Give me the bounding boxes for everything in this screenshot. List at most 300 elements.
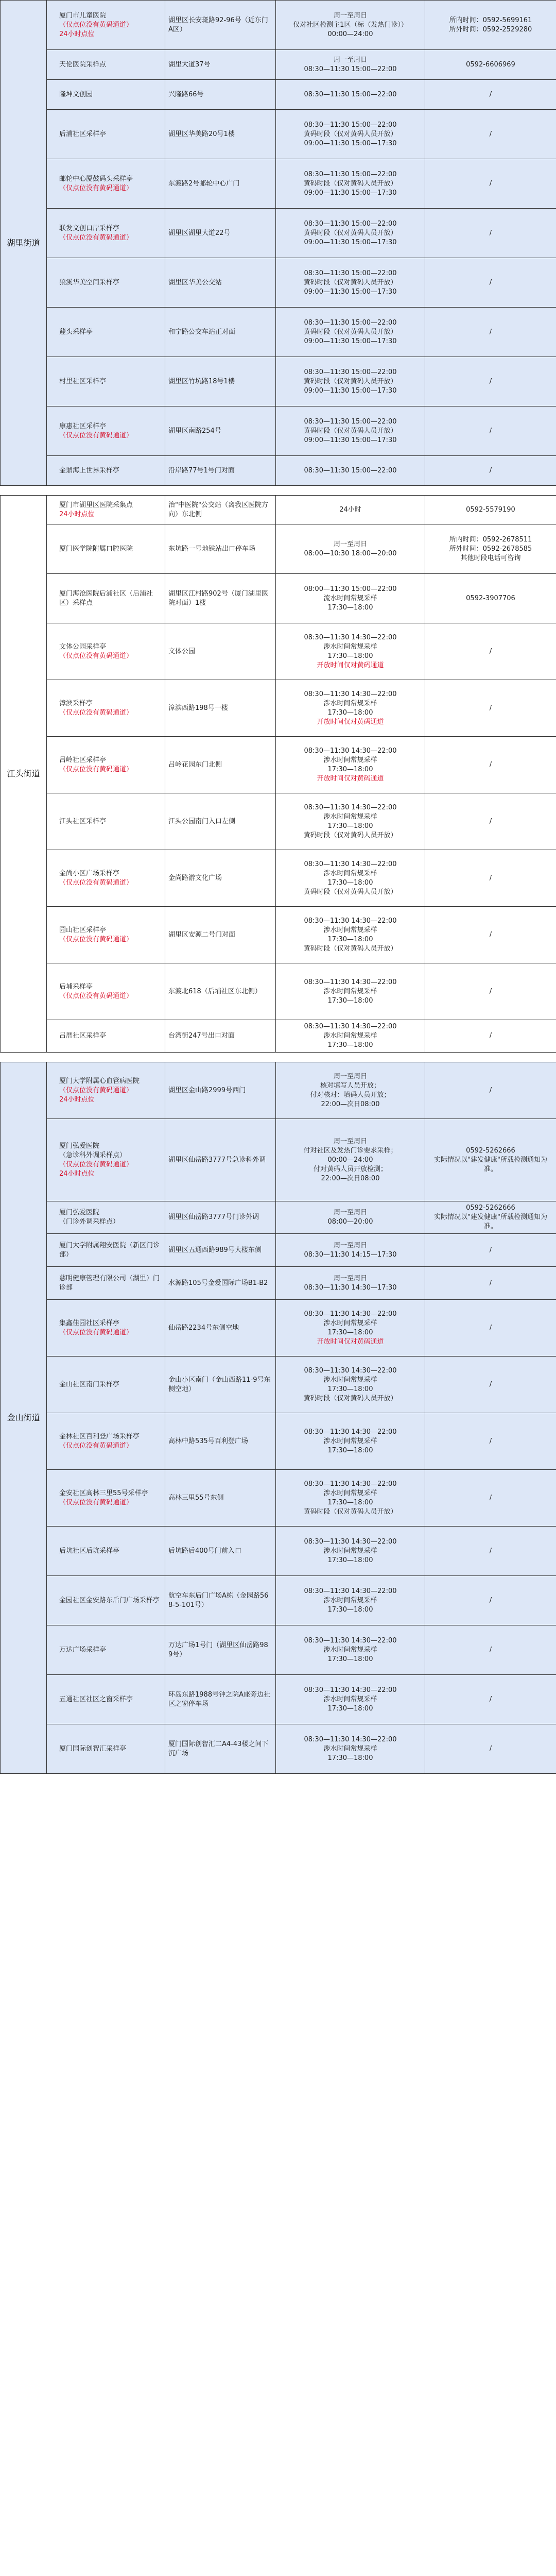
service-hours (276, 209, 425, 258)
contact-phone (425, 793, 556, 850)
contact-phone (425, 1062, 556, 1119)
service-hours (276, 1470, 425, 1527)
site-address: 高林三里55号东侧 (165, 1470, 276, 1527)
service-hours (276, 793, 425, 850)
site-address: 湖里区华美路20号1楼 (165, 110, 276, 159)
site-address: 湖里大道37号 (165, 50, 276, 80)
cell-line: / (489, 1695, 492, 1703)
table-row (1, 1675, 556, 1724)
service-hours (276, 1267, 425, 1300)
cell-line: 厦门国际创智汇采样亭 (59, 1744, 127, 1753)
site-name (47, 1020, 165, 1053)
cell-line: 08:30—11:30 15:00—22:00 (304, 417, 397, 426)
cell-line: 22:00—次日08:00 (321, 1100, 380, 1108)
cell-line: （仅点位没有黄码通道） (59, 935, 133, 943)
cell-line: 狼溪华美空间采样亭 (59, 278, 120, 286)
cell-line: 17:30—18:00 (327, 765, 373, 773)
cell-line: 涉水时间常规采样 (323, 869, 377, 877)
site-address: 仙岳路2234号东侧空地 (165, 1300, 276, 1357)
site-address: 湖里区仙岳路3777号门诊外调 (165, 1201, 276, 1234)
service-hours (276, 1724, 425, 1774)
site-name (47, 1201, 165, 1234)
contact-phone (425, 737, 556, 793)
cell-line: （仅点位没有黄码通道） (59, 878, 133, 887)
cell-line: 集鑫佳园社区采样亭 (59, 1319, 120, 1327)
cell-line: 涉水时间常规采样 (323, 756, 377, 764)
site-address: 高林中路535号百利登广场 (165, 1413, 276, 1470)
cell-line: 金林社区百利登广场采样亭 (59, 1432, 140, 1440)
contact-phone (425, 1234, 556, 1267)
table-row (1, 850, 556, 907)
site-address: 漳滨西路198号一楼 (165, 680, 276, 737)
cell-line: 涉水时间常规采样 (323, 1032, 377, 1040)
cell-line: 周一至周日 (333, 11, 367, 20)
service-hours (276, 1357, 425, 1413)
cell-line: 江头社区采样亭 (59, 817, 107, 825)
table-row (1, 623, 556, 680)
cell-line: 黄码时段（仅对黄码人员开放） (303, 1507, 397, 1516)
cell-line: / (489, 930, 492, 939)
cell-line: 涉水时间常规采样 (323, 1596, 377, 1604)
cell-line: 康惠社区采样亭 (59, 422, 107, 430)
cell-line: 涉水时间常规采样 (323, 1319, 377, 1327)
cell-line: 漳滨采样亭 (59, 699, 93, 707)
cell-line: 09:00—11:30 15:00—17:30 (304, 238, 397, 246)
cell-line: 涉水时间常规采样 (323, 699, 377, 707)
cell-line: 17:30—18:00 (327, 935, 373, 943)
table-row (1, 1, 556, 50)
cell-line: 金安社区高林三里55号采样亭 (59, 1489, 148, 1497)
table-row (1, 1470, 556, 1527)
site-name (47, 1675, 165, 1724)
cell-line: 金园社区金安路东后门广场采样亭 (59, 1596, 160, 1604)
site-address: 湖里区五通西路989号大楼东侧 (165, 1234, 276, 1267)
service-hours (276, 1119, 425, 1201)
site-address: 湖里区江村路902号（厦门湖里医院对面）1楼 (165, 574, 276, 623)
cell-line: 17:30—18:00 (327, 1655, 373, 1663)
table-row (1, 1300, 556, 1357)
service-hours (276, 1675, 425, 1724)
cell-line: 17:30—18:00 (327, 652, 373, 660)
cell-line: 所内时间：0592-2678511 (449, 535, 532, 544)
site-name (47, 1576, 165, 1625)
site-address: 湖里区仙岳路3777号急诊科外调 (165, 1119, 276, 1201)
table-row (1, 1201, 556, 1234)
site-address: 湖里区金山路2999号西门 (165, 1062, 276, 1119)
cell-line: 17:30—18:00 (327, 878, 373, 887)
service-hours (276, 574, 425, 623)
table-row (1, 737, 556, 793)
cell-line: 00:00—24:00 (327, 30, 373, 38)
contact-phone (425, 1201, 556, 1234)
cell-line: （仅点位没有黄码通道） (59, 431, 133, 439)
service-hours (276, 80, 425, 110)
contact-phone (425, 406, 556, 456)
cell-line: 08:30—11:30 14:30—22:00 (304, 1366, 397, 1375)
table-row (1, 159, 556, 209)
cell-line: / (489, 760, 492, 769)
cell-line: 实际情况以"建发健康"所载检测通知为准。 (434, 1213, 547, 1230)
cell-line: / (489, 1324, 492, 1332)
cell-line: 08:30—11:30 14:30—22:00 (304, 1537, 397, 1546)
cell-line: 涉水时间常规采样 (323, 1376, 377, 1384)
cell-line: 08:30—11:30 14:30—22:00 (304, 1636, 397, 1645)
cell-line: 所内时间：0592-5699161 (449, 16, 532, 24)
cell-line: 文体公园采样亭 (59, 642, 107, 651)
cell-line: 08:30—11:30 14:30—22:00 (304, 1735, 397, 1743)
service-hours (276, 1201, 425, 1234)
cell-line: 所外时间：0592-2678585 (449, 545, 532, 553)
site-name (47, 258, 165, 308)
site-address: 沿岸路77号1号门对面 (165, 456, 276, 486)
cell-line: 开放时间仅对黄码通道 (317, 1337, 384, 1346)
site-address: 湖里区湖里大道22号 (165, 209, 276, 258)
cell-line: （仅点位没有黄码通道） (59, 1442, 133, 1450)
cell-line: 厦门市儿童医院 (59, 11, 107, 20)
cell-line: （仅点位没有黄码通道） (59, 184, 133, 192)
contact-phone (425, 1267, 556, 1300)
cell-line: 17:30—18:00 (327, 1605, 373, 1614)
contact-phone (425, 50, 556, 80)
site-address: 和宁路公交车站正对面 (165, 308, 276, 357)
site-name (47, 1625, 165, 1675)
service-hours (276, 1234, 425, 1267)
table-row (1, 456, 556, 486)
cell-line: 涉水时间常规采样 (323, 642, 377, 651)
cell-line: 后埔采样亭 (59, 982, 93, 991)
site-name (47, 907, 165, 963)
site-name (47, 1413, 165, 1470)
service-hours (276, 850, 425, 907)
table-row (1, 907, 556, 963)
table-row (1, 680, 556, 737)
site-name (47, 680, 165, 737)
service-hours (276, 1576, 425, 1625)
cell-line: 17:30—18:00 (327, 1041, 373, 1049)
site-address: 湖里区华美公交站 (165, 258, 276, 308)
cell-line: 实际情况以"建发健康"所载检测通知为准。 (434, 1156, 547, 1173)
cell-line: 09:00—11:30 15:00—17:30 (304, 287, 397, 296)
site-name (47, 80, 165, 110)
cell-line: 08:30—11:30 14:30—22:00 (304, 1686, 397, 1694)
cell-line: 17:30—18:00 (327, 1556, 373, 1564)
site-name (47, 1357, 165, 1413)
service-hours (276, 680, 425, 737)
site-address: 环岛东路1988号钟之院A座旁边社区之窗停车场 (165, 1675, 276, 1724)
service-hours (276, 50, 425, 80)
cell-line: / (489, 1032, 492, 1040)
service-hours (276, 1413, 425, 1470)
site-name (47, 737, 165, 793)
contact-phone (425, 524, 556, 574)
cell-line: 0592-5262666 (466, 1146, 515, 1155)
table-row (1, 793, 556, 850)
cell-line: 核对填写人员开放； (320, 1081, 380, 1090)
cell-line: 厦门弘爱医院 (59, 1209, 100, 1216)
site-address: 后坑路后400号门前入口 (165, 1527, 276, 1576)
contact-phone (425, 1300, 556, 1357)
cell-line: 24小时点位 (59, 30, 95, 38)
table-row (1, 1576, 556, 1625)
contact-phone (425, 209, 556, 258)
cell-line: 08:30—11:30 15:00—22:00 (304, 121, 397, 129)
contact-phone (425, 963, 556, 1020)
cell-line: （仅点位没有黄码通道） (59, 652, 133, 660)
cell-line: 08:30—11:30 14:30—17:30 (304, 1283, 397, 1292)
table-row (1, 1413, 556, 1470)
contact-phone (425, 1357, 556, 1413)
site-address: 厦门国际创智汇二A4-43楼之间下沉广场 (165, 1724, 276, 1774)
contact-phone (425, 110, 556, 159)
cell-line: （仅点位没有黄码通道） (59, 1086, 133, 1094)
district-name: 金山街道 (1, 1062, 47, 1774)
cell-line: 黄码时段（仅对黄码人员开放） (303, 377, 397, 385)
cell-line: / (489, 1246, 492, 1254)
cell-line: 黄码时段（仅对黄码人员开放） (303, 229, 397, 237)
site-name (47, 623, 165, 680)
cell-line: （仅点位没有黄码通道） (59, 708, 133, 717)
cell-line: 17:30—18:00 (327, 1704, 373, 1713)
table-row (1, 50, 556, 80)
cell-line: 隆坤文创园 (59, 90, 93, 98)
site-name (47, 793, 165, 850)
cell-line: / (489, 427, 492, 435)
cell-line: 08:00—20:00 (327, 1218, 373, 1226)
site-address: 航空车东后门广场A栋（金园路568-5-101号） (165, 1576, 276, 1625)
cell-line: 村里社区采样亭 (59, 377, 107, 385)
service-hours (276, 159, 425, 209)
cell-line: 08:30—11:30 15:00—22:00 (304, 269, 397, 277)
cell-line: 涉水时间常规采样 (323, 1695, 377, 1703)
service-hours (276, 963, 425, 1020)
cell-line: 黄码时段（仅对黄码人员开放） (303, 888, 397, 896)
cell-line: 开放时间仅对黄码通道 (317, 774, 384, 783)
site-name (47, 1, 165, 50)
table-row (1, 1119, 556, 1201)
table-row (1, 1062, 556, 1119)
table-row (1, 1267, 556, 1300)
cell-line: 涉水时间常规采样 (323, 812, 377, 821)
cell-line: 08:30—11:30 14:30—22:00 (304, 690, 397, 698)
table-row (1, 209, 556, 258)
contact-phone (425, 1119, 556, 1201)
cell-line: 17:30—18:00 (327, 1385, 373, 1393)
cell-line: 周一至周日 (333, 540, 367, 548)
cell-line: / (489, 1086, 492, 1094)
site-name (47, 1267, 165, 1300)
cell-line: / (489, 1547, 492, 1555)
cell-line: （门诊外调采样点） (59, 1218, 120, 1226)
sampling-sites-body (1, 1, 556, 1774)
service-hours (276, 357, 425, 406)
contact-phone (425, 1527, 556, 1576)
cell-line: 08:30—11:30 14:30—22:00 (304, 1310, 397, 1318)
cell-line: 慈明健康管理有限公司（湖里）门诊部 (59, 1274, 160, 1292)
site-address: 江头公园南门入口左侧 (165, 793, 276, 850)
site-name (47, 1724, 165, 1774)
cell-line: 08:30—11:30 15:00—22:00 (304, 219, 397, 228)
cell-line: / (489, 1494, 492, 1502)
site-name (47, 1234, 165, 1267)
table-row (1, 496, 556, 524)
cell-line: / (489, 987, 492, 995)
cell-line: 黄码时段（仅对黄码人员开放） (303, 130, 397, 138)
cell-line: （急诊科外调采样点） (59, 1151, 127, 1159)
site-address: 湖里区竹坑路18号1楼 (165, 357, 276, 406)
section-gap (1, 486, 556, 496)
cell-line: 17:30—18:00 (327, 1328, 373, 1336)
section-gap (1, 1053, 556, 1062)
cell-line: 17:30—18:00 (327, 1446, 373, 1454)
site-address: 湖里区南路254号 (165, 406, 276, 456)
cell-line: 08:30—11:30 14:30—22:00 (304, 1428, 397, 1436)
site-address: 湖里区长安斑路92-96号（近东门A区） (165, 1, 276, 50)
cell-line: 周一至周日 (333, 1241, 367, 1249)
site-name (47, 1300, 165, 1357)
cell-line: / (489, 647, 492, 655)
table-row (1, 1625, 556, 1675)
cell-line: （仅点位没有黄码通道） (59, 1328, 133, 1336)
table-row (1, 1527, 556, 1576)
cell-line: 涉水时间常规采样 (323, 987, 377, 995)
cell-line: 17:30—18:00 (327, 603, 373, 612)
service-hours (276, 737, 425, 793)
cell-line: 黄码时段（仅对黄码人员开放） (303, 944, 397, 953)
cell-line: / (489, 817, 492, 825)
cell-line: （仅点位没有黄码通道） (59, 21, 133, 29)
cell-line: / (489, 1279, 492, 1287)
cell-line: 金鼎海上世界采样亭 (59, 466, 120, 474)
cell-line: 00:00—24:00 (327, 1156, 373, 1164)
cell-line: 厦门弘爱医院 (59, 1142, 100, 1150)
cell-line: 周一至周日 (333, 56, 367, 64)
cell-line: 黄码时段（仅对黄码人员开放） (303, 278, 397, 286)
cell-line: 08:30—11:30 14:30—22:00 (304, 747, 397, 755)
contact-phone (425, 1020, 556, 1053)
cell-line: 08:30—11:30 15:00—22:00 (304, 318, 397, 327)
cell-line: 08:30—11:30 14:30—22:00 (304, 1587, 397, 1595)
cell-line: 厦门市湖里区医院采集点 (59, 501, 133, 509)
cell-line: 园山社区采样亭 (59, 926, 107, 934)
cell-line: / (489, 1380, 492, 1388)
cell-line: 厦门大学附属心血管病医院 (59, 1077, 140, 1085)
contact-phone (425, 680, 556, 737)
cell-line: / (489, 466, 492, 474)
site-name (47, 308, 165, 357)
cell-line: 涉水时间常规采样 (323, 1646, 377, 1654)
site-name (47, 850, 165, 907)
cell-line: / (489, 229, 492, 237)
table-row (1, 80, 556, 110)
site-name (47, 357, 165, 406)
cell-line: 后浦社区采样亭 (59, 130, 107, 138)
cell-line: 09:00—11:30 15:00—17:30 (304, 139, 397, 147)
site-name (47, 496, 165, 524)
cell-line: 黄码时段（仅对黄码人员开放） (303, 179, 397, 188)
cell-line: 厦门大学附属翔安医院（新区门诊部） (59, 1241, 160, 1259)
table-row (1, 1234, 556, 1267)
cell-line: 17:30—18:00 (327, 708, 373, 717)
cell-line: （仅点位没有黄码通道） (59, 1160, 133, 1168)
cell-line: （仅点位没有黄码通道） (59, 233, 133, 242)
site-address: 万达广场1号门（湖里区仙岳路989号） (165, 1625, 276, 1675)
site-address: 水源路105号金爱国际广场B1-B2 (165, 1267, 276, 1300)
cell-line: 联发文创口岸采样亭 (59, 224, 120, 232)
site-name (47, 456, 165, 486)
cell-line: 24小时点位 (59, 1170, 95, 1178)
table-row (1, 963, 556, 1020)
service-hours (276, 1, 425, 50)
cell-line: / (489, 90, 492, 98)
site-name (47, 406, 165, 456)
cell-line: 所外时间：0592-2529280 (449, 25, 532, 33)
cell-line: 17:30—18:00 (327, 1498, 373, 1506)
service-hours (276, 110, 425, 159)
cell-line: 周一至周日 (333, 1137, 367, 1145)
cell-line: 付对核对：填码人员开放； (310, 1091, 391, 1099)
service-hours (276, 496, 425, 524)
site-name (47, 1062, 165, 1119)
cell-line: 厦门医学院附属口腔医院 (59, 545, 133, 553)
site-address: 文体公园 (165, 623, 276, 680)
cell-line: 08:30—11:30 14:30—22:00 (304, 917, 397, 925)
cell-line: / (489, 328, 492, 336)
cell-line: 黄码时段（仅对黄码人员开放） (303, 1394, 397, 1402)
contact-phone (425, 159, 556, 209)
cell-line: 08:30—11:30 15:00—22:00 (304, 65, 397, 73)
cell-line: / (489, 1646, 492, 1654)
service-hours (276, 1020, 425, 1053)
cell-line: 蘧头采样亭 (59, 328, 93, 336)
cell-line: 08:30—11:30 15:00—22:00 (304, 466, 397, 474)
site-name (47, 50, 165, 80)
cell-line: / (489, 179, 492, 188)
cell-line: / (489, 130, 492, 138)
cell-line: 天伦医院采样点 (59, 60, 107, 69)
cell-line: 08:30—11:30 14:30—22:00 (304, 803, 397, 811)
cell-line: 周一至周日 (333, 1072, 367, 1080)
site-name (47, 1119, 165, 1201)
cell-line: / (489, 278, 492, 286)
cell-line: 后坑社区后坑采样亭 (59, 1547, 120, 1555)
contact-phone (425, 850, 556, 907)
cell-line: 0592-6606969 (466, 60, 515, 69)
site-name (47, 110, 165, 159)
cell-line: 涉水时间常规采样 (323, 926, 377, 934)
cell-line: 09:00—11:30 15:00—17:30 (304, 337, 397, 345)
cell-line: 0592-3907706 (466, 594, 515, 602)
cell-line: 付对社区及发热门诊要求采样； (303, 1146, 397, 1155)
cell-line: 24小时点位 (59, 1095, 95, 1104)
contact-phone (425, 456, 556, 486)
table-row (1, 574, 556, 623)
service-hours (276, 258, 425, 308)
cell-line: 其他时段电话可咨询 (460, 554, 521, 562)
site-address: 台湾街247号出口对面 (165, 1020, 276, 1053)
site-name (47, 1527, 165, 1576)
cell-line: 周一至周日 (333, 1209, 367, 1216)
cell-line: / (489, 874, 492, 882)
cell-line: 17:30—18:00 (327, 1754, 373, 1762)
service-hours (276, 1625, 425, 1675)
site-address: 治"中医院"公交站（离我区医院方向）东北侧 (165, 496, 276, 524)
cell-line: 黄码时段（仅对黄码人员开放） (303, 427, 397, 435)
service-hours (276, 1062, 425, 1119)
cell-line: 流水时间常规采样 (323, 594, 377, 602)
cell-line: 24小时 (339, 505, 361, 514)
site-name (47, 524, 165, 574)
contact-phone (425, 1724, 556, 1774)
